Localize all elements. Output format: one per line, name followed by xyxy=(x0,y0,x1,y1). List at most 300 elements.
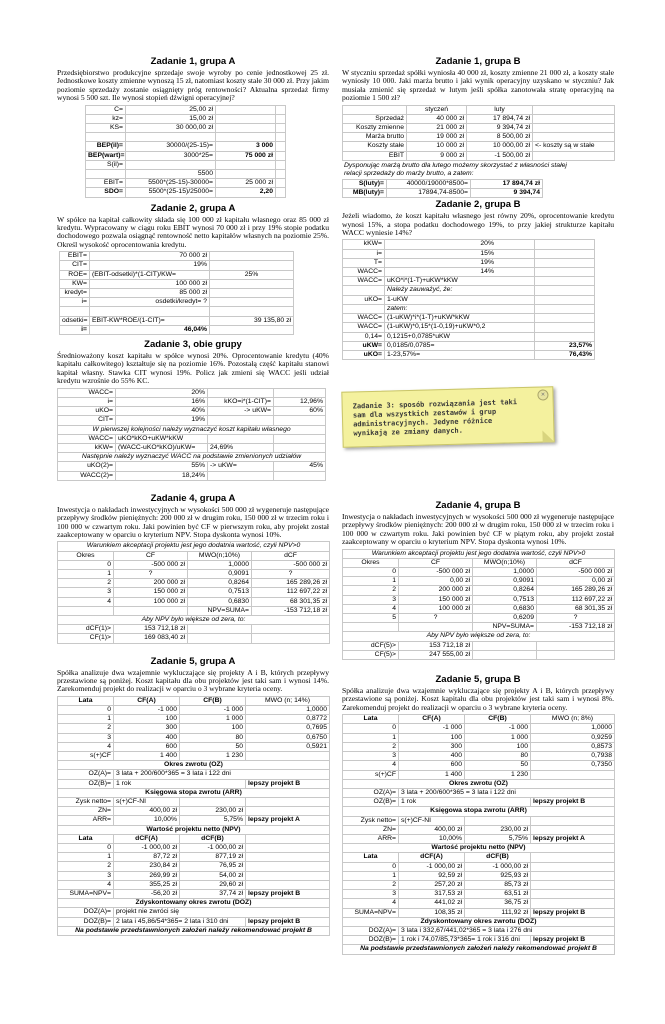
cell: -> uKW= xyxy=(208,462,274,471)
cell: odsetki= xyxy=(60,316,90,325)
column-header: dCF(B) xyxy=(180,834,246,843)
table-row xyxy=(58,807,330,816)
table-row xyxy=(58,917,330,926)
task-5b-title: Zadanie 5, grupa B xyxy=(435,674,521,686)
cell: 30 000,00 zł xyxy=(126,124,216,133)
task-1a xyxy=(57,56,329,198)
cell: 0,8573 xyxy=(531,742,615,751)
cell: WACC= xyxy=(343,323,385,332)
cell: 76,43% xyxy=(535,350,595,359)
cell: 100 xyxy=(399,733,465,742)
cell: 3 xyxy=(343,752,399,761)
table-row xyxy=(343,834,615,843)
cell: 2,20 xyxy=(216,188,276,197)
table-row xyxy=(343,549,615,558)
cell: ARR= xyxy=(58,816,114,825)
cell: SUMA=NPV= xyxy=(58,890,114,899)
cell: 50 xyxy=(465,761,531,770)
table-row xyxy=(343,350,595,359)
table-row xyxy=(343,595,615,604)
cell: EBIT= xyxy=(60,252,90,261)
cell: -153 712,18 zł xyxy=(537,623,615,632)
cell: 5500*(25-15)/25000= xyxy=(126,188,216,197)
table-row xyxy=(58,625,330,634)
sticky-note[interactable] xyxy=(341,386,554,448)
table-row xyxy=(343,825,615,834)
cell: i= xyxy=(58,397,116,406)
cell: 153 712,18 zł xyxy=(114,625,188,634)
cell: 3 xyxy=(58,871,114,880)
table-row xyxy=(343,179,543,188)
cell: 100 xyxy=(465,742,531,751)
cell: 18,24% xyxy=(116,471,208,480)
cell: 25% xyxy=(210,270,294,279)
table-row xyxy=(343,936,615,945)
section-header: Wartość projektu netto (NPV) xyxy=(343,844,615,853)
cell: s(+)CF-NI xyxy=(114,798,180,807)
cell: 600 xyxy=(399,761,465,770)
table-row xyxy=(58,453,326,462)
cell: (WACC-uKO*kKO)/uKW= xyxy=(116,443,208,452)
table-row xyxy=(343,577,615,586)
cell: BEP(il)= xyxy=(86,142,126,151)
cell: SUMA=NPV= xyxy=(343,908,399,917)
cell: 46,04% xyxy=(90,325,210,334)
table-row xyxy=(343,277,595,286)
cell: 1 xyxy=(58,569,114,578)
table-row xyxy=(60,279,294,288)
cell: 230,00 zł xyxy=(465,825,531,834)
cell: KW= xyxy=(60,279,90,288)
cell: T= xyxy=(343,258,385,267)
column-header: dCF xyxy=(252,551,330,560)
section-header: Zdyskontowany okres zwrotu (DOZ) xyxy=(343,917,615,926)
cell: dCF(5)> xyxy=(343,641,399,650)
cell: 1 xyxy=(343,733,399,742)
cell: 3 lata + 200/600*365 = 3 lata i 122 dni xyxy=(114,770,330,779)
cell: 20% xyxy=(116,388,208,397)
cell: 25 000 zł xyxy=(216,179,276,188)
cell: osdetki/kredyt= ? xyxy=(90,298,210,307)
section-header: Księgowa stopa zwrotu (ARR) xyxy=(58,788,330,797)
section-header: Zdyskontowany okres zwrotu (DOZ) xyxy=(58,899,330,908)
cell: 5500 xyxy=(126,170,216,179)
cell: 75 000 zł xyxy=(216,151,276,160)
cell: MB(luty)= xyxy=(343,189,387,198)
cell: 100 xyxy=(180,724,246,733)
cell: 3 lata i 332,67/441,02*365 = 3 lata i 276 dni xyxy=(399,926,615,935)
table-row xyxy=(86,105,286,114)
cell: i= xyxy=(60,298,90,307)
cell: 200 000 zł xyxy=(114,579,188,588)
cell: lepszy projekt B xyxy=(531,798,615,807)
column-header: Okres xyxy=(58,551,114,560)
table-row xyxy=(343,314,595,323)
table-row xyxy=(58,880,330,889)
task-5b xyxy=(342,674,614,955)
task-1b-title: Zadanie 1, grupa B xyxy=(435,56,521,67)
table-row xyxy=(343,807,615,816)
cell: 165 289,26 zł xyxy=(537,586,615,595)
table-row xyxy=(58,724,330,733)
cell: WACC(2)= xyxy=(58,471,116,480)
column-header: CF xyxy=(114,551,188,560)
column-header: styczeń xyxy=(407,105,467,114)
table-row xyxy=(58,899,330,908)
table-row xyxy=(343,724,615,733)
cell: 0,5921 xyxy=(246,742,330,751)
cell: 1,0000 xyxy=(473,568,537,577)
table-row xyxy=(343,890,615,899)
cell: 85 000 zł xyxy=(90,289,210,298)
sticky-note-text: Zadanie 3: sposób rozwiązania jest taki sam dla wszystkich zestawów i grup administracyjnych. Jedyne różnice wynikają ze zmiany danych. xyxy=(352,398,518,438)
column-header: Lata xyxy=(343,715,399,724)
cell: 0,9259 xyxy=(531,733,615,742)
column-header: dCF(B) xyxy=(465,853,531,862)
column-header: MWO (n; 8%) xyxy=(531,715,615,724)
cell: 19 000 zł xyxy=(407,133,467,142)
table-row xyxy=(86,151,286,160)
table-row xyxy=(343,614,615,623)
column-header: Okres xyxy=(343,558,399,567)
cell: 0,7350 xyxy=(531,761,615,770)
table-row xyxy=(343,899,615,908)
cell: 165 289,26 zł xyxy=(252,579,330,588)
cell: kz= xyxy=(86,114,126,123)
cell: uKO*i*(1-T)+uKW*kKW xyxy=(385,277,535,286)
cell: i= xyxy=(60,325,90,334)
cell: -1 000 xyxy=(465,724,531,733)
cell: ? xyxy=(252,569,330,578)
table-row xyxy=(58,798,330,807)
cell: 257,20 zł xyxy=(399,880,465,889)
table-row xyxy=(86,142,286,151)
cell: 1 xyxy=(343,577,399,586)
cell: 14% xyxy=(385,268,535,277)
task-4b-title: Zadanie 4, grupa B xyxy=(435,500,521,511)
task-1b-text: W styczniu sprzedaż spółki wyniosła 40 000 zł, koszty zmienne 21 000 zł, a koszty stałe wyniosły 10 000. Jaki marża brutto i jaki wynik operacyjny uzyskano w styczniu? Jak musiała zmienić się sprzedaż w lutym jeśli spółka zanotowała stratę operacyjną na poziomie 1 500 zł? xyxy=(342,68,614,103)
cell: 55% xyxy=(116,462,208,471)
cell: 1 000 xyxy=(180,715,246,724)
cell: -1 000 xyxy=(399,724,465,733)
table-row xyxy=(58,706,330,715)
cell: 2 xyxy=(58,724,114,733)
cell: 25,00 zł xyxy=(126,105,216,114)
cell: ? xyxy=(399,614,473,623)
table-row xyxy=(343,752,615,761)
cell: 1 rok xyxy=(114,779,246,788)
cell: EBIT xyxy=(343,151,407,160)
cell: 3 lata + 200/600*365 = 3 lata i 122 dni xyxy=(399,788,615,797)
table-row xyxy=(58,462,326,471)
cell: lepszy projekt A xyxy=(246,816,330,825)
cell: NPV=SUMA= xyxy=(188,606,252,615)
cell: 300 xyxy=(399,742,465,751)
cell: -1 000,00 zł xyxy=(114,844,180,853)
cell: 60% xyxy=(274,407,326,416)
cell: 0 xyxy=(58,844,114,853)
cell: ? xyxy=(114,569,188,578)
cell: 1-23,57%= xyxy=(385,350,535,359)
table-row xyxy=(58,416,326,425)
cell: kredyt= xyxy=(60,289,90,298)
table-row xyxy=(58,634,330,643)
cell: 269,99 zł xyxy=(114,871,180,880)
cell: 37,74 zł xyxy=(180,890,246,899)
final-note: Na podstawie przedstawnionych założeń należy rekomendować projekt B xyxy=(58,926,330,935)
table-row xyxy=(343,189,543,198)
cell: ZN= xyxy=(343,825,399,834)
cell: 0,9091 xyxy=(473,577,537,586)
cell: S(il)= xyxy=(86,160,126,169)
cell: 23,57% xyxy=(535,341,595,350)
cell: Sprzedaż xyxy=(343,114,407,123)
cell: BEP(wart)= xyxy=(86,151,126,160)
cell: Koszty stałe xyxy=(343,142,407,151)
table-row xyxy=(58,443,326,452)
cell: CIT= xyxy=(58,416,116,425)
cell: lepszy projekt B xyxy=(246,890,330,899)
section-header: Księgowa stopa zwrotu (ARR) xyxy=(343,807,615,816)
cell: 29,60 zł xyxy=(180,880,246,889)
cell: CF(5)> xyxy=(343,650,399,659)
table-row xyxy=(58,606,330,615)
table-row xyxy=(58,844,330,853)
cell: uKW= xyxy=(343,341,385,350)
table-row xyxy=(58,926,330,935)
cell: 10,00% xyxy=(114,816,180,825)
page-curl-icon xyxy=(542,430,554,442)
cell: kKO=i*(1-CIT)= xyxy=(208,397,274,406)
cell: 1 rok i 74,07/85,73*365= 1 rok i 316 dni xyxy=(399,936,531,945)
cell: zatem: xyxy=(385,304,535,313)
cell: 1 rok xyxy=(399,798,531,807)
column-header: MWO (n; 14%) xyxy=(246,696,330,705)
cell: 40000/19000*8500= xyxy=(387,179,471,188)
cell: 111,92 zł xyxy=(465,908,531,917)
table-row xyxy=(58,388,326,397)
cell: OZ(B)= xyxy=(58,779,114,788)
task-2a-text: W spółce na kapitał całkowity składa się 100 000 zł kapitału własnego oraz 85 000 zł kredytu. Wypracowany w ciągu roku EBIT wynosi 70 000 zł i przy 19% stopie podatku dochodowego pozwala osiągnąć rentowność netto kapitałów własnych na poziomie 25%. Określ wysokość oprocentowania kredytu. xyxy=(57,214,329,249)
cell: s(+)CF xyxy=(58,752,114,761)
column-header: luty xyxy=(467,105,533,114)
table-row xyxy=(343,623,615,632)
column-header: CF(A) xyxy=(114,696,180,705)
column-header: Lata xyxy=(58,834,114,843)
task-3-table xyxy=(57,388,326,481)
cell: kKW= xyxy=(58,443,116,452)
cell: DOZ(B)= xyxy=(343,936,399,945)
cell: 112 697,22 zł xyxy=(537,595,615,604)
cell: uKO= xyxy=(343,350,385,359)
cell: ROE= xyxy=(60,270,90,279)
table-row xyxy=(60,270,294,279)
task-4a-text: Inwestycja o nakładach inwestycyjnych w wysokości 500 000 zł wygeneruje następujące przepływy środków pieniężnych: 200 000 zł w drugim roku, 150 000 zł w trzecim roku i 100 000 w czwartym roku. Jaki powinien być CF w pierwszym roku, aby projekt został zaakceptowany w oparciu o kryterium NPV. Stopa dyskonta wynosi 10%. xyxy=(57,504,329,539)
table-row xyxy=(58,862,330,871)
cell: ARR= xyxy=(343,834,399,843)
cell: 3000*25= xyxy=(126,151,216,160)
cell: 21 000 zł xyxy=(407,124,467,133)
cell: 0,0185/0,0785= xyxy=(385,341,535,350)
cell: 0,7938 xyxy=(531,752,615,761)
cell: uKO= xyxy=(58,407,116,416)
column-header: dCF(A) xyxy=(399,853,465,862)
table-row xyxy=(58,471,326,480)
table-row xyxy=(58,551,330,560)
table-row xyxy=(58,834,330,843)
table-row xyxy=(343,142,615,151)
cell: 0 xyxy=(58,706,114,715)
table-row xyxy=(343,632,615,641)
cell: 5500*(25-15)-30000= xyxy=(126,179,216,188)
section-header: Okres zwrotu (OZ) xyxy=(343,779,615,788)
cell: 30000/(25-15)= xyxy=(126,142,216,151)
cell: (EBIT-odsetki)*(1-CIT)/KW= xyxy=(90,270,210,279)
cell: projekt nie zwróci się xyxy=(114,908,330,917)
table-row xyxy=(58,579,330,588)
cell: 0,6830 xyxy=(188,597,252,606)
task-2a-title: Zadanie 2, grupa A xyxy=(150,202,236,214)
cell: -500 000 zł xyxy=(114,560,188,569)
note: Aby NPV było większe od zera, to: xyxy=(58,615,330,624)
condition: Warunkiem akceptacji projektu jest jego dodatnia wartość, czyli NPV>0 xyxy=(343,549,615,558)
table-row xyxy=(58,588,330,597)
cell: 5,75% xyxy=(180,816,246,825)
table-row xyxy=(58,425,326,434)
note: Aby NPV było większe od zera, to: xyxy=(343,632,615,641)
cell: 0,7513 xyxy=(188,588,252,597)
cell: 4 xyxy=(343,761,399,770)
table-row xyxy=(343,844,615,853)
cell: 19% xyxy=(90,261,210,270)
table-row xyxy=(86,114,286,123)
cell: (1-uKW)*i*(1-T)+uKW*kKW xyxy=(385,314,535,323)
task-4b xyxy=(342,500,614,660)
cell: 9 394,74 zł xyxy=(467,124,533,133)
final-note: Na podstawie przedstawnionych założeń należy rekomendować projekt B xyxy=(343,945,615,954)
cell: 70 000 zł xyxy=(90,252,210,261)
cell: 2 lata i 45,86/54*365= 2 lata i 310 dni xyxy=(114,917,246,926)
column-header: MWO(n;10%) xyxy=(188,551,252,560)
table-row xyxy=(343,133,615,142)
table-row xyxy=(343,788,615,797)
cell: dCF(1)> xyxy=(58,625,114,634)
right-column-lower xyxy=(342,500,614,955)
task-1b-table xyxy=(342,105,615,161)
cell: 230,84 zł xyxy=(114,862,180,871)
cell: WACC= xyxy=(58,388,116,397)
cell: WACC= xyxy=(343,268,385,277)
table-row xyxy=(343,341,595,350)
table-row xyxy=(86,133,286,142)
cell: uKO(2)= xyxy=(58,462,116,471)
table-row xyxy=(60,261,294,270)
cell: 4 xyxy=(58,597,114,606)
table-row xyxy=(58,597,330,606)
close-icon[interactable]: × xyxy=(537,389,548,400)
cell: ZN= xyxy=(58,807,114,816)
table-row xyxy=(60,325,294,334)
cell: 0 xyxy=(343,862,399,871)
table-row xyxy=(343,641,615,650)
cell: 10,00% xyxy=(399,834,465,843)
cell: 2 xyxy=(58,579,114,588)
cell: EBIT-KW*ROE/(1-CIT)= xyxy=(90,316,210,325)
cell: uKO*kKO+uKW*kKW xyxy=(116,434,208,443)
cell: 0,9091 xyxy=(188,569,252,578)
cell: 1 000 xyxy=(465,733,531,742)
cell: 441,02 zł xyxy=(399,899,465,908)
cell: 200 000 zł xyxy=(399,586,473,595)
task-2a-table xyxy=(59,251,294,335)
cell: 0 xyxy=(58,560,114,569)
column-header: CF(B) xyxy=(180,696,246,705)
column-header: MWO(n;10%) xyxy=(473,558,537,567)
cell: DOZ(B)= xyxy=(58,917,114,926)
table-row xyxy=(343,304,595,313)
column-header: dCF(A) xyxy=(114,834,180,843)
cell: 0,8264 xyxy=(473,586,537,595)
cell: WACC= xyxy=(343,277,385,286)
cell: 3 xyxy=(58,733,114,742)
cell: 925,93 zł xyxy=(465,871,531,880)
note: Następnie należy wyznaczyć WACC na podstawie zmienionych udziałów xyxy=(58,453,326,462)
cell: 100 000 zł xyxy=(114,597,188,606)
task-2a xyxy=(57,203,329,335)
cell: -1 000,00 zł xyxy=(399,862,465,871)
cell: 0,00 zł xyxy=(399,577,473,586)
task-1b-note: Dysponując marżą brutto dla lutego możemy skorzystać z własności stałej relacji sprzedaży do marży brutto, a zatem: xyxy=(344,161,567,177)
cell: 17 894,74 zł xyxy=(467,114,533,123)
table-row xyxy=(343,114,615,123)
cell: 1,0000 xyxy=(188,560,252,569)
table-row xyxy=(58,407,326,416)
cell: Należy zauważyć, że: xyxy=(385,286,535,295)
cell: 3 xyxy=(343,890,399,899)
column-header: CF(B) xyxy=(465,715,531,724)
table-row xyxy=(343,568,615,577)
cell: 4 xyxy=(58,880,114,889)
cell: 400,00 zł xyxy=(399,825,465,834)
table-row xyxy=(343,880,615,889)
table-row xyxy=(58,853,330,862)
task-5b-text: Spółka analizuje dwa wzajemnie wykluczające się projekty A i B, których przepływy przestawione są poniżej. Koszt kapitału dla obu projektów jest taki sam i wynosi 8%. Zarekomenduj projekt do realizacji w oparciu o 3 wybrane kryteria oceny. xyxy=(342,686,614,712)
cell: 5,75% xyxy=(465,834,531,843)
cell: NPV=SUMA= xyxy=(473,623,537,632)
column-header: CF xyxy=(399,558,473,567)
table-row xyxy=(58,770,330,779)
note: W pierwszej kolejności należy wyznaczyć koszt kapitału własnego xyxy=(58,425,326,434)
cell: 85,73 zł xyxy=(465,880,531,889)
table-row xyxy=(58,761,330,770)
cell: 2 xyxy=(343,586,399,595)
cell: 247 555,00 zł xyxy=(399,650,473,659)
cell: C= xyxy=(86,105,126,114)
cell: 16% xyxy=(116,397,208,406)
table-row xyxy=(343,323,595,332)
cell: 600 xyxy=(114,742,180,751)
task-2b-text: Jeżeli wiadomo, że koszt kapitału własnego jest równy 20%, oprocentowanie kredytu wynosi 15%, a stopa podatku dochodowego 19%, to przy jakiej strukturze kapitału WACC wyniesie 14%? xyxy=(342,211,614,238)
table-row xyxy=(343,258,595,267)
table-row xyxy=(343,853,615,862)
table-row xyxy=(343,862,615,871)
cell: 2 xyxy=(343,742,399,751)
cell: -500 000 zł xyxy=(399,568,473,577)
cell: s(+)CF-NI xyxy=(399,816,465,825)
cell: DOZ(A)= xyxy=(343,926,399,935)
cell: 4 xyxy=(343,899,399,908)
table-row xyxy=(58,742,330,751)
